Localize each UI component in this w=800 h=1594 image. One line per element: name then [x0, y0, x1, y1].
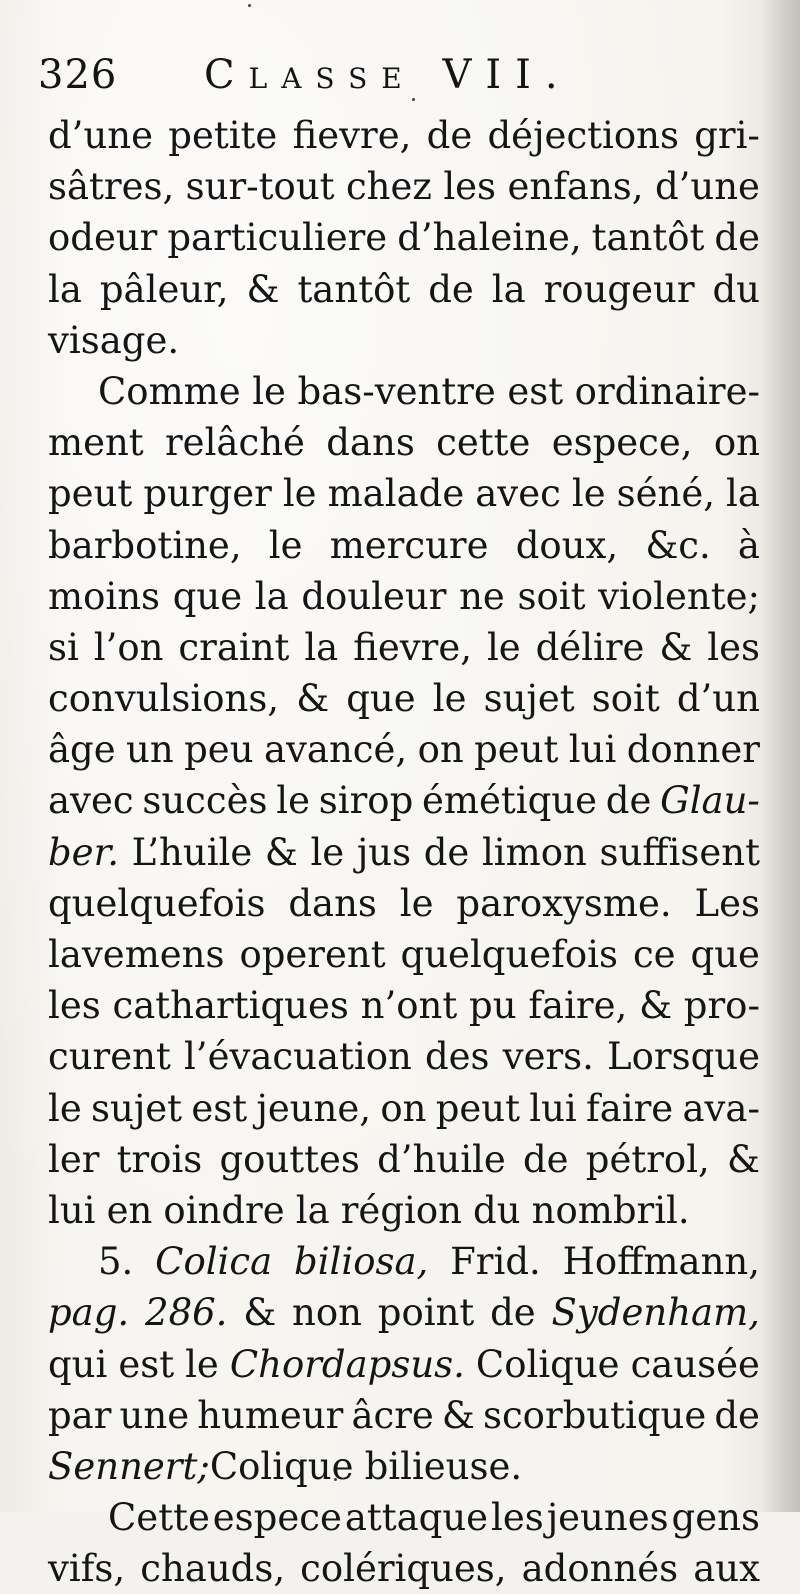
text-line: visage.	[48, 318, 180, 362]
text-line: Comme le bas-ventre est ordinaire-	[98, 369, 760, 413]
page-edge-shadow	[760, 0, 800, 1512]
text-line: barbotine, le mercure doux, &c. à	[48, 523, 760, 567]
text-line: lui en oindre la région du nombril.	[48, 1188, 690, 1232]
text-line: curent l’évacuation des vers. Lorsque	[48, 1035, 760, 1079]
body-text	[48, 110, 760, 1594]
running-head: Classe VII.	[204, 52, 572, 98]
text-line: ler trois gouttes d’huile de pétrol, &	[48, 1137, 760, 1181]
text-line: qui est le Chordapsus. Colique causée	[48, 1342, 760, 1386]
text-line: ment relâché dans cette espece, on	[48, 421, 760, 465]
text-line: ber. L’huile & le jus de limon suffisent	[48, 830, 760, 874]
text-line: convulsions, & que le sujet soit d’un	[48, 677, 760, 721]
text-line: d’une petite fievre, de déjections gri-	[48, 114, 760, 157]
text-line: peut purger le malade avec le séné, la	[48, 472, 760, 516]
text-line: moins que la douleur ne soit violente;	[48, 574, 760, 618]
page-number: 326	[38, 52, 118, 98]
text-line: la pâleur, & tantôt de la rougeur du	[48, 267, 760, 311]
text-line: les cathartiques n’ont pu faire, & pro-	[48, 984, 760, 1028]
text-line: par une humeur âcre & scorbutique de	[48, 1393, 760, 1437]
text-line: sâtres, sur-tout chez les enfans, d’une	[48, 165, 760, 209]
text-line: le sujet est jeune, on peut lui faire ava-	[48, 1086, 760, 1130]
text-line: Sennert; Colique bilieuse.	[48, 1444, 523, 1488]
paper-speck	[248, 4, 251, 7]
text-line: odeur particuliere d’haleine, tantôt de	[48, 216, 760, 260]
text-line: 5. Colica biliosa, Frid. Hoffmann,	[98, 1240, 760, 1284]
text-line: si l’on craint la fievre, le délire & les	[48, 625, 760, 669]
text-line: avec succès le sirop émétique de Glau-	[48, 779, 760, 823]
text-line: pag. 286. & non point de Sydenham,	[48, 1291, 760, 1335]
text-line: lavemens operent quelquefois ce que	[48, 933, 760, 976]
text-line: âge un peu avancé, on peut lui donner	[48, 728, 760, 772]
page-header	[38, 52, 760, 108]
text-line: vifs, chauds, colériques, adonnés aux	[48, 1547, 760, 1591]
text-line: Cette espece attaque les jeunes gens	[108, 1496, 760, 1540]
text-line: quelquefois dans le paroxysme. Les	[48, 881, 760, 925]
